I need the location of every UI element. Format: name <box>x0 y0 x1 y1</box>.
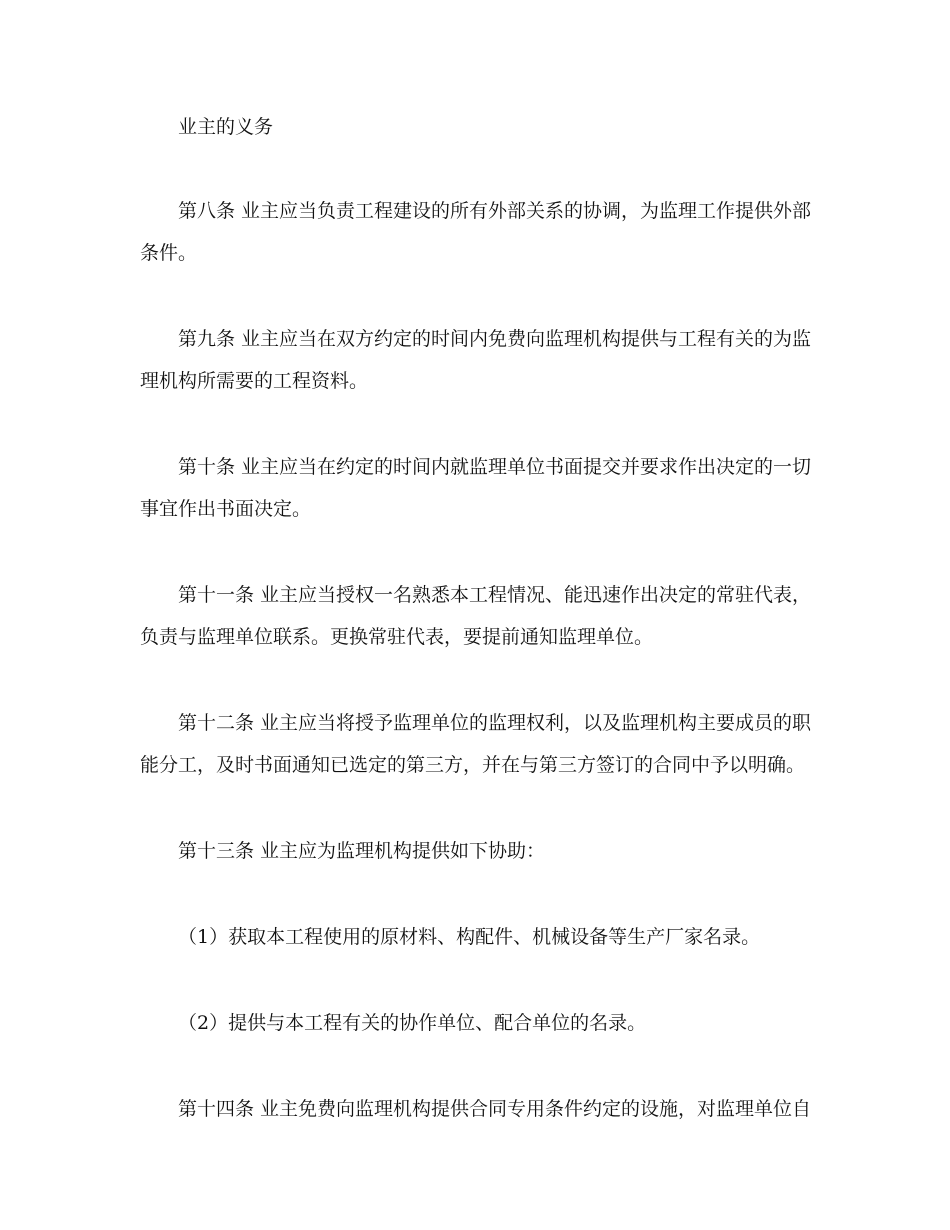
article-10-line-1: 第十条 业主应当在约定的时间内就监理单位书面提交并要求作出决定的一切 <box>178 456 812 478</box>
article-8-line-1: 第八条 业主应当负责工程建设的所有外部关系的协调，为监理工作提供外部 <box>178 200 812 222</box>
article-14-line-1: 第十四条 业主免费向监理机构提供合同专用条件约定的设施，对监理单位自 <box>178 1098 812 1120</box>
article-13-item-1: （1）获取本工程使用的原材料、构配件、机械设备等生产厂家名录。 <box>178 926 761 948</box>
article-12-line-1: 第十二条 业主应当将授予监理单位的监理权利，以及监理机构主要成员的职 <box>178 712 812 734</box>
article-9-line-2: 理机构所需要的工程资料。 <box>140 370 369 392</box>
section-heading: 业主的义务 <box>178 116 274 138</box>
article-10-line-2: 事宜作出书面决定。 <box>140 498 312 520</box>
article-12-line-2: 能分工，及时书面通知已选定的第三方，并在与第三方签订的合同中予以明确。 <box>140 754 806 776</box>
article-13: 第十三条 业主应为监理机构提供如下协助： <box>178 840 546 862</box>
article-8-line-2: 条件。 <box>140 242 198 264</box>
article-11-line-2: 负责与监理单位联系。更换常驻代表，要提前通知监理单位。 <box>140 626 654 648</box>
article-9-line-1: 第九条 业主应当在双方约定的时间内免费向监理机构提供与工程有关的为监 <box>178 328 812 350</box>
article-11-line-1: 第十一条 业主应当授权一名熟悉本工程情况、能迅速作出决定的常驻代表， <box>178 584 812 606</box>
article-13-item-2: （2）提供与本工程有关的协作单位、配合单位的名录。 <box>178 1012 647 1034</box>
